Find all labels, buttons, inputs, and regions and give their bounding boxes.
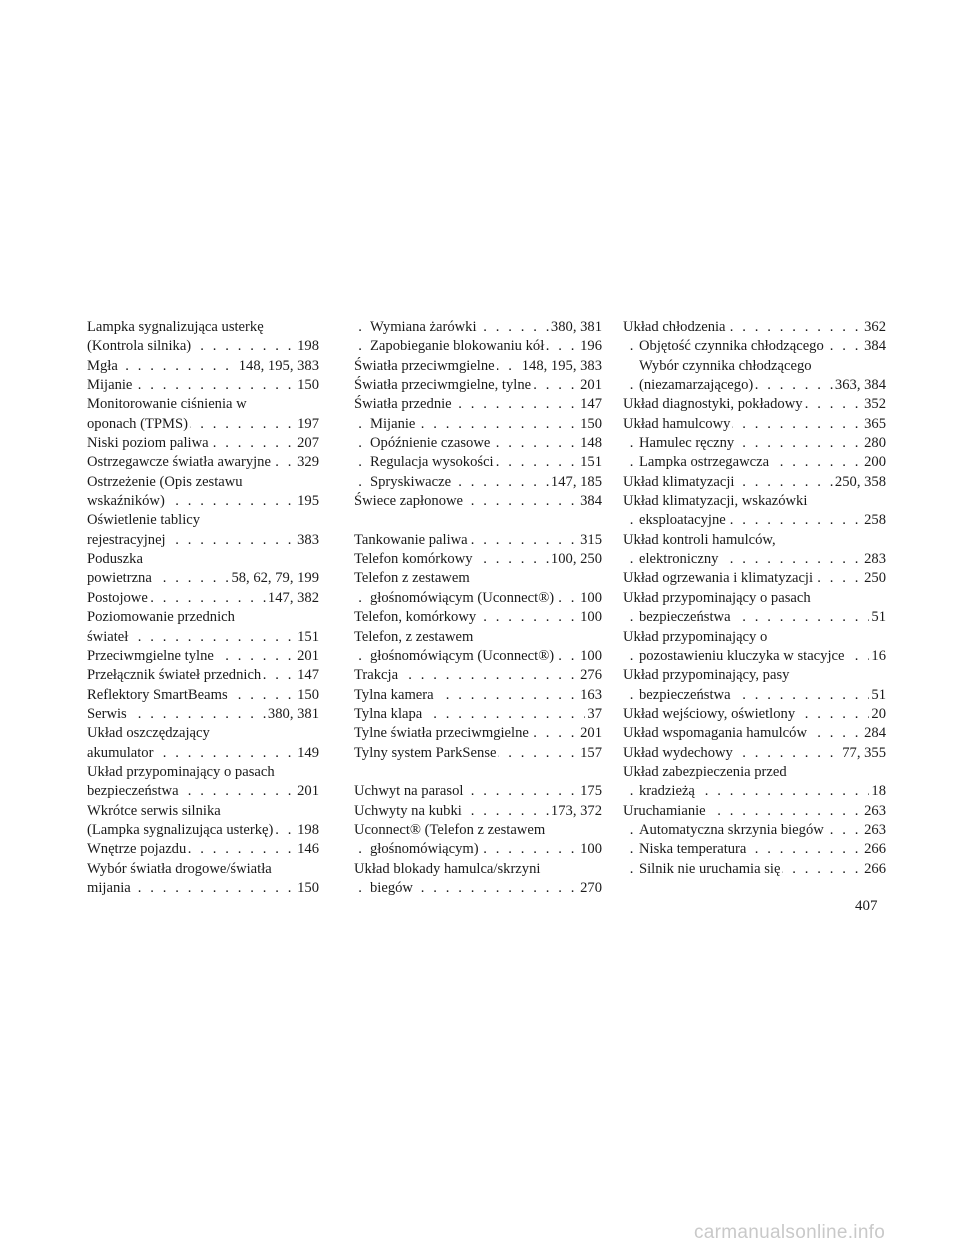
index-entry bbox=[87, 395, 319, 414]
index-entry bbox=[87, 860, 319, 879]
index-entry-term: Wybór światła drogowe/światła bbox=[87, 860, 272, 877]
index-entry-term: Układ przypominający, pasy bbox=[623, 667, 790, 684]
index-entry-page: 201 bbox=[578, 376, 602, 395]
index-entry bbox=[354, 666, 602, 685]
index-entry bbox=[354, 724, 602, 743]
index-entry-term: Serwis bbox=[87, 705, 127, 722]
index-entry-page: 148, 195, 383 bbox=[237, 357, 319, 376]
index-entry-page: 383 bbox=[295, 531, 319, 550]
index-entry bbox=[87, 357, 319, 376]
index-entry-term: kradzieżą bbox=[639, 783, 695, 800]
index-entry bbox=[354, 473, 602, 492]
index-entry-page: 258 bbox=[862, 511, 886, 530]
index-entry-page: 149 bbox=[295, 744, 319, 763]
index-entry bbox=[623, 550, 886, 569]
index-entry bbox=[623, 492, 886, 511]
index-entry-page: 77, 355 bbox=[840, 744, 886, 763]
index-entry-term: Niska temperatura bbox=[639, 841, 747, 858]
index-entry bbox=[623, 763, 886, 782]
index-entry-page: 198 bbox=[295, 821, 319, 840]
index-entry bbox=[623, 415, 886, 434]
index-entry-page: 352 bbox=[862, 395, 886, 414]
index-entry bbox=[623, 453, 886, 472]
index-entry-page: 201 bbox=[578, 724, 602, 743]
index-entry bbox=[623, 724, 886, 743]
index-entry bbox=[623, 860, 886, 879]
index-entry-page: 197 bbox=[295, 415, 319, 434]
index-entry-term: Przeciwmgielne tylne bbox=[87, 647, 214, 664]
index-entry bbox=[87, 821, 319, 840]
index-entry bbox=[87, 686, 319, 705]
index-entry-page: 150 bbox=[295, 686, 319, 705]
index-entry-page: 200 bbox=[862, 453, 886, 472]
index-entry-term: Postojowe bbox=[87, 589, 148, 606]
index-entry-page: 150 bbox=[578, 415, 602, 434]
index-entry-page: 201 bbox=[295, 782, 319, 801]
index-entry-term: głośnomówiącym (Uconnect®) bbox=[370, 647, 555, 664]
index-entry-term: Tylny system ParkSense bbox=[354, 744, 497, 761]
index-entry-term: Wybór czynnika chłodzącego bbox=[639, 357, 812, 374]
index-entry bbox=[354, 453, 602, 472]
index-entry bbox=[623, 318, 886, 337]
index-entry bbox=[354, 589, 602, 608]
index-entry-page: 280 bbox=[862, 434, 886, 453]
index-entry-term: bezpieczeństwa bbox=[87, 783, 179, 800]
index-entry-page: 362 bbox=[862, 318, 886, 337]
index-entry-term: Uchwyty na kubki bbox=[354, 802, 462, 819]
index-entry-page: 283 bbox=[862, 550, 886, 569]
index-entry-term: Światła przeciwmgielne, tylne bbox=[354, 377, 532, 394]
index-entry-term: Opóźnienie czasowe bbox=[370, 435, 491, 452]
index-entry-term: Ostrzegawcze światła awaryjne bbox=[87, 454, 271, 471]
index-entry-page: 150 bbox=[295, 376, 319, 395]
index-entry bbox=[354, 647, 602, 666]
index-entry bbox=[354, 686, 602, 705]
index-entry-term: Telefon, komórkowy bbox=[354, 609, 477, 626]
index-entry-term: pozostawieniu kluczyka w stacyjce bbox=[639, 647, 845, 664]
index-entry-term: Hamulec ręczny bbox=[639, 435, 735, 452]
index-entry-page: 100 bbox=[578, 840, 602, 859]
page-number: 407 bbox=[855, 898, 878, 914]
index-entry bbox=[623, 511, 886, 530]
index-entry bbox=[354, 357, 602, 376]
index-entry-term: akumulator bbox=[87, 744, 154, 761]
index-column-1 bbox=[87, 318, 319, 898]
index-entry-term: (Kontrola silnika) bbox=[87, 338, 192, 355]
index-entry-page: 147 bbox=[578, 395, 602, 414]
index-entry-term: Wnętrze pojazdu bbox=[87, 841, 187, 858]
index-entry-term: Wymiana żarówki bbox=[370, 319, 477, 335]
index-entry-page: 315 bbox=[578, 531, 602, 550]
index-entry bbox=[87, 569, 319, 588]
index-entry bbox=[87, 531, 319, 550]
index-entry bbox=[623, 628, 886, 647]
index-entry bbox=[623, 589, 886, 608]
index-entry bbox=[354, 531, 602, 550]
index-entry bbox=[623, 531, 886, 550]
index-entry-page: 51 bbox=[869, 686, 886, 705]
index-entry-page: 58, 62, 79, 199 bbox=[229, 569, 319, 588]
index-entry bbox=[354, 492, 602, 511]
index-entry bbox=[623, 434, 886, 453]
index-entry-term: Tylna kamera bbox=[354, 686, 434, 703]
index-entry bbox=[87, 550, 319, 569]
index-entry-page: 151 bbox=[578, 453, 602, 472]
index-entry-page: 173, 372 bbox=[549, 802, 602, 821]
index-entry bbox=[87, 492, 319, 511]
index-entry-term: Układ wejściowy, oświetlony bbox=[623, 705, 796, 722]
index-entry bbox=[354, 608, 602, 627]
index-entry bbox=[354, 705, 602, 724]
index-entry bbox=[623, 647, 886, 666]
index-entry-page: 250, 358 bbox=[833, 473, 886, 492]
index-entry-page: 363, 384 bbox=[833, 376, 886, 395]
index-entry bbox=[623, 821, 886, 840]
index-entry bbox=[623, 840, 886, 859]
index-entry-term: Układ wydechowy bbox=[623, 744, 733, 761]
index-entry bbox=[623, 376, 886, 395]
index-entry-term: Niski poziom paliwa bbox=[87, 435, 209, 452]
index-entry-term: Wkrótce serwis silnika bbox=[87, 802, 221, 819]
index-entry bbox=[354, 628, 602, 647]
index-entry-term: Układ zabezpieczenia przed bbox=[623, 763, 787, 780]
index-entry-term: Monitorowanie ciśnienia w bbox=[87, 396, 247, 413]
index-entry-term: Mijanie bbox=[370, 415, 416, 432]
index-entry bbox=[87, 763, 319, 782]
index-entry bbox=[87, 376, 319, 395]
index-entry-page: 365 bbox=[862, 415, 886, 434]
index-entry bbox=[354, 337, 602, 356]
index-entry-term: Zapobieganie blokowaniu kół bbox=[370, 338, 545, 355]
index-spacer bbox=[354, 763, 602, 782]
index-entry-term: Spryskiwacze bbox=[370, 473, 452, 490]
index-entry-term: głośnomówiącym) bbox=[370, 841, 479, 858]
index-entry bbox=[623, 337, 886, 356]
index-entry-term: Automatyczna skrzynia biegów bbox=[639, 821, 824, 838]
index-entry-term: Mijanie bbox=[87, 377, 133, 394]
index-entry-term: rejestracyjnej bbox=[87, 531, 166, 548]
index-entry-term: Światła przednie bbox=[354, 396, 452, 413]
index-entry-term: Oświetlenie tablicy bbox=[87, 512, 201, 529]
index-entry-page: 195 bbox=[295, 492, 319, 511]
index-entry-page: 266 bbox=[862, 860, 886, 879]
index-entry-page: 263 bbox=[862, 802, 886, 821]
index-entry bbox=[354, 318, 602, 337]
index-entry bbox=[354, 860, 602, 879]
index-entry-term: Regulacja wysokości bbox=[370, 454, 494, 471]
index-entry bbox=[623, 395, 886, 414]
index-entry bbox=[623, 705, 886, 724]
index-entry bbox=[87, 666, 319, 685]
index-entry bbox=[354, 744, 602, 763]
index-entry-page: 207 bbox=[295, 434, 319, 453]
index-entry-term: elektroniczny bbox=[639, 551, 719, 568]
index-entry-term: Ostrzeżenie (Opis zestawu bbox=[87, 473, 243, 490]
index-entry-term: Lampka sygnalizująca usterkę bbox=[87, 319, 264, 335]
index-entry-term: Układ klimatyzacji bbox=[623, 473, 735, 490]
index-entry-term: Uruchamianie bbox=[623, 802, 706, 819]
index-entry-page: 175 bbox=[578, 782, 602, 801]
index-entry bbox=[623, 357, 886, 376]
index-entry-term: eksploatacyjne bbox=[639, 512, 726, 529]
index-entry-page: 380, 381 bbox=[549, 318, 602, 337]
index-entry-term: Układ wspomagania hamulców bbox=[623, 725, 807, 742]
index-entry bbox=[354, 415, 602, 434]
index-entry-page: 270 bbox=[578, 879, 602, 898]
index-entry bbox=[87, 782, 319, 801]
index-entry-term: Trakcja bbox=[354, 667, 399, 684]
index-entry-page: 51 bbox=[869, 608, 886, 627]
index-entry bbox=[87, 415, 319, 434]
index-entry-term: bezpieczeństwa bbox=[639, 686, 731, 703]
index-spacer bbox=[354, 511, 602, 530]
index-entry-term: (Lampka sygnalizująca usterkę) bbox=[87, 821, 274, 838]
index-entry bbox=[623, 782, 886, 801]
index-entry-term: Tankowanie paliwa bbox=[354, 531, 468, 548]
index-entry bbox=[354, 840, 602, 859]
index-entry bbox=[87, 840, 319, 859]
index-entry bbox=[623, 473, 886, 492]
index-entry-term: Reflektory SmartBeams bbox=[87, 686, 228, 703]
index-entry-term: Układ kontroli hamulców, bbox=[623, 531, 776, 548]
index-entry-term: Uconnect® (Telefon z zestawem bbox=[354, 821, 546, 838]
index-entry-term: głośnomówiącym (Uconnect®) bbox=[370, 589, 555, 606]
index-entry-page: 163 bbox=[578, 686, 602, 705]
index-entry-term: Układ ogrzewania i klimatyzacji bbox=[623, 570, 814, 587]
index-entry-page: 100 bbox=[578, 647, 602, 666]
index-entry bbox=[87, 879, 319, 898]
index-entry-term: Układ przypominający o pasach bbox=[87, 763, 275, 780]
index-entry-term: Tylne światła przeciwmgielne bbox=[354, 725, 529, 742]
index-entry-term: Tylna klapa bbox=[354, 705, 423, 722]
index-entry-page: 148 bbox=[578, 434, 602, 453]
index-entry-page: 150 bbox=[295, 879, 319, 898]
index-entry bbox=[87, 318, 319, 337]
index-entry bbox=[87, 511, 319, 530]
index-entry-term: oponach (TPMS) bbox=[87, 415, 188, 432]
index-entry bbox=[354, 434, 602, 453]
index-entry-page: 380, 381 bbox=[266, 705, 319, 724]
index-entry-term: (niezamarzającego) bbox=[639, 377, 754, 394]
index-entry-page: 276 bbox=[578, 666, 602, 685]
index-entry-page: 151 bbox=[295, 628, 319, 647]
index-entry-page: 250 bbox=[862, 569, 886, 588]
index-entry bbox=[87, 802, 319, 821]
index-entry-term: Mgła bbox=[87, 357, 118, 374]
index-entry-term: Lampka ostrzegawcza bbox=[639, 454, 770, 471]
index-entry-term: powietrzna bbox=[87, 570, 152, 587]
index-entry bbox=[623, 802, 886, 821]
index-entry bbox=[354, 395, 602, 414]
index-entry bbox=[623, 666, 886, 685]
index-entry-page: 100 bbox=[578, 589, 602, 608]
index-entry-term: biegów bbox=[370, 879, 413, 896]
index-entry bbox=[87, 473, 319, 492]
index-entry bbox=[354, 879, 602, 898]
index-entry-page: 147 bbox=[295, 666, 319, 685]
index-entry bbox=[623, 744, 886, 763]
index-entry bbox=[87, 434, 319, 453]
index-entry-term: Silnik nie uruchamia się bbox=[639, 860, 781, 877]
index-entry-term: Telefon z zestawem bbox=[354, 570, 470, 587]
index-entry-page: 37 bbox=[585, 705, 602, 724]
index-entry-term: Poziomowanie przednich bbox=[87, 609, 235, 626]
index-entry-term: Układ przypominający o pasach bbox=[623, 589, 811, 606]
index-entry-term: Światła przeciwmgielne bbox=[354, 357, 495, 374]
index-entry bbox=[87, 589, 319, 608]
index-entry-page: 329 bbox=[295, 453, 319, 472]
index-entry-page: 100 bbox=[578, 608, 602, 627]
index-entry bbox=[87, 337, 319, 356]
index-entry-term: bezpieczeństwa bbox=[639, 609, 731, 626]
index-entry bbox=[354, 569, 602, 588]
index-column-3 bbox=[623, 318, 886, 879]
index-entry-page: 266 bbox=[862, 840, 886, 859]
index-entry-term: Poduszka bbox=[87, 551, 143, 568]
index-entry bbox=[87, 647, 319, 666]
index-entry-term: Przełącznik świateł przednich bbox=[87, 667, 262, 684]
index-entry-term: Układ przypominający o bbox=[623, 628, 768, 645]
index-entry-page: 18 bbox=[869, 782, 886, 801]
index-entry-term: świateł bbox=[87, 628, 129, 645]
index-entry-term: mijania bbox=[87, 879, 131, 896]
index-entry-term: Układ chłodzenia bbox=[623, 319, 726, 335]
index-entry-page: 20 bbox=[869, 705, 886, 724]
index-entry bbox=[623, 569, 886, 588]
index-entry bbox=[87, 453, 319, 472]
index-entry-term: Uchwyt na parasol bbox=[354, 783, 464, 800]
index-entry-term: Układ oszczędzający bbox=[87, 725, 210, 742]
index-entry bbox=[87, 705, 319, 724]
index-entry-page: 148, 195, 383 bbox=[520, 357, 602, 376]
index-entry-page: 284 bbox=[862, 724, 886, 743]
index-entry-page: 100, 250 bbox=[549, 550, 602, 569]
index-entry-term: Objętość czynnika chłodzącego bbox=[639, 338, 824, 355]
index-entry-term: Układ blokady hamulca/skrzyni bbox=[354, 860, 541, 877]
index-entry-page: 16 bbox=[869, 647, 886, 666]
index-entry-page: 384 bbox=[578, 492, 602, 511]
index-entry-page: 201 bbox=[295, 647, 319, 666]
index-entry-page: 384 bbox=[862, 337, 886, 356]
watermark: carmanualsonline.info bbox=[694, 1222, 886, 1243]
index-entry-page: 147, 185 bbox=[549, 473, 602, 492]
index-entry-term: Układ klimatyzacji, wskazówki bbox=[623, 493, 808, 510]
index-entry bbox=[87, 628, 319, 647]
index-entry bbox=[354, 821, 602, 840]
index-entry-term: wskaźników) bbox=[87, 493, 165, 510]
index-entry bbox=[623, 686, 886, 705]
index-column-2 bbox=[354, 318, 602, 898]
index-entry-page: 147, 382 bbox=[266, 589, 319, 608]
index-entry bbox=[623, 608, 886, 627]
index-entry-term: Układ hamulcowy bbox=[623, 415, 731, 432]
index-entry bbox=[87, 724, 319, 743]
index-entry-page: 157 bbox=[578, 744, 602, 763]
index-entry bbox=[354, 802, 602, 821]
index-entry-term: Świece zapłonowe bbox=[354, 493, 464, 510]
index-entry-term: Układ diagnostyki, pokładowy bbox=[623, 396, 803, 413]
index-entry bbox=[354, 376, 602, 395]
index-entry-term: Telefon, z zestawem bbox=[354, 628, 474, 645]
index-entry-page: 146 bbox=[295, 840, 319, 859]
index-entry-page: 198 bbox=[295, 337, 319, 356]
index-entry-term: Telefon komórkowy bbox=[354, 551, 473, 568]
index-entry-page: 263 bbox=[862, 821, 886, 840]
index-entry-page: 196 bbox=[578, 337, 602, 356]
index-entry bbox=[354, 782, 602, 801]
index-entry bbox=[87, 608, 319, 627]
index-entry bbox=[87, 744, 319, 763]
index-entry bbox=[354, 550, 602, 569]
